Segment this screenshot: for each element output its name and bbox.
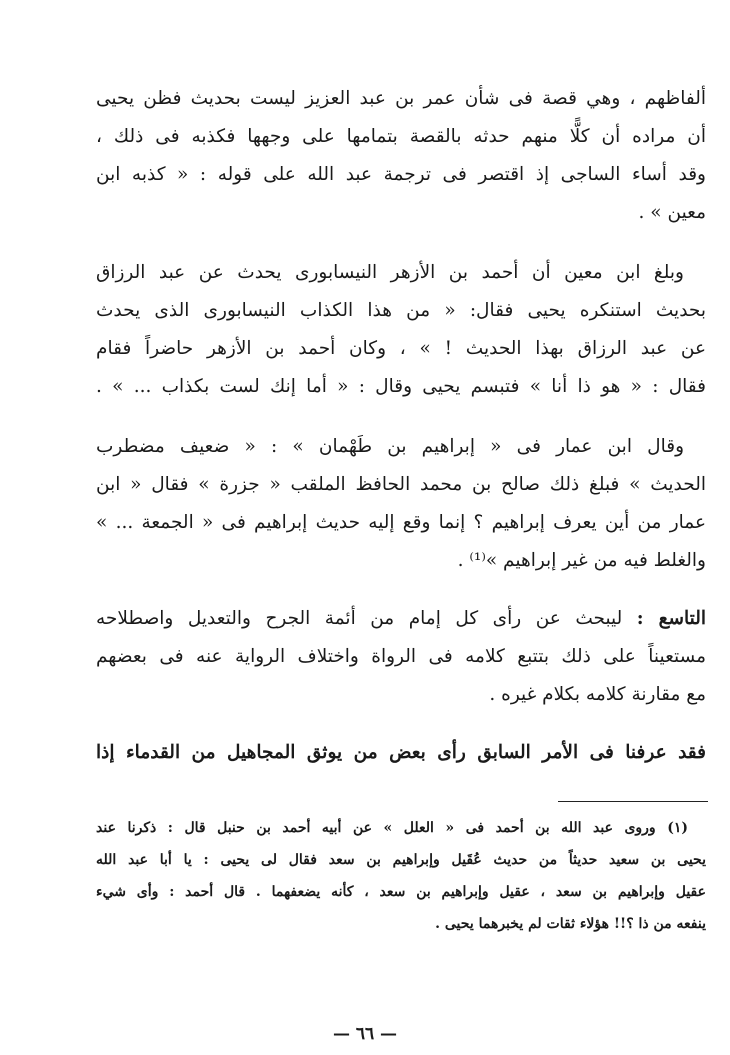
paragraph-4 bbox=[96, 600, 706, 714]
page-number: — ٦٦ — bbox=[332, 1024, 398, 1044]
footnote-line: (١) وروى عبد الله بن أحمد فى « العلل » عن أبيه أحمد بن حنبل قال : ذكرنا عند bbox=[96, 820, 688, 836]
text-line: ألفاظهم ، وهي قصة فى شأن عمر بن عبد العزيز ليست بحديث فظن يحيى bbox=[96, 88, 706, 109]
section-heading: التاسع : bbox=[636, 608, 706, 629]
text-line: وقال ابن عمار فى « إبراهيم بن طَهْمان » : « ضعيف مضطرب bbox=[96, 436, 684, 457]
footnote bbox=[96, 812, 706, 940]
text-segment: ليبحث عن رأى كل إمام من أئمة الجرح والتعديل واصطلاحه bbox=[96, 608, 623, 629]
text-line: والغلط فيه من غير إبراهيم »⁽¹⁾ . bbox=[457, 550, 706, 571]
text-line: مع مقارنة كلامه بكلام غيره . bbox=[489, 684, 706, 705]
footnote-line: يحيى بن سعيد حديثاً من حديث عُقَيل وإبراهيم بن سعد فقال لى يحيى : يا أبا عبد الله bbox=[96, 852, 706, 868]
text-line bbox=[96, 600, 706, 638]
text-line: أن مراده أن كلًّا منهم حدثه بالقصة بتمامها على وجهها فكذبه فى ذلك ، bbox=[96, 126, 706, 147]
text-line: وقد أساء الساجى إذ اقتصر فى ترجمة عبد الله على قوله : « كذبه ابن bbox=[96, 164, 706, 185]
text-line: معين » . bbox=[638, 202, 706, 223]
text-line: وبلغ ابن معين أن أحمد بن الأزهر النيسابورى يحدث عن عبد الرزاق bbox=[96, 262, 684, 283]
text-line: عن عبد الرزاق بهذا الحديث ! » ، وكان أحمد بن الأزهر حاضراً فقام bbox=[96, 338, 706, 359]
text-line: فقال : « هو ذا أنا » فتبسم يحيى وقال : « أما إنك لست بكذاب ... » . bbox=[96, 376, 706, 397]
text-line: بحديث استنكره يحيى فقال: « من هذا الكذاب النيسابورى الذى يحدث bbox=[96, 300, 706, 321]
paragraph-2 bbox=[96, 254, 706, 406]
paragraph-3 bbox=[96, 428, 706, 580]
paragraph-1 bbox=[96, 80, 706, 232]
text-line: الحديث » فبلغ ذلك صالح بن محمد الحافظ الملقب « جزرة » فقال « ابن bbox=[96, 474, 706, 495]
paragraph-5 bbox=[96, 734, 706, 772]
footnote-line: عقيل وإبراهيم بن سعد ، عقيل وإبراهيم بن سعد ، كأنه يضعفهما . قال أحمد : وأى شيء bbox=[96, 884, 706, 900]
text-line: عمار من أين يعرف إبراهيم ؟ إنما وقع إليه حديث إبراهيم فى « الجمعة ... » bbox=[96, 512, 706, 533]
text-line: فقد عرفنا فى الأمر السابق رأى بعض من يوثق المجاهيل من القدماء إذا bbox=[96, 742, 706, 763]
text-line: مستعيناً على ذلك بتتبع كلامه فى الرواة واختلاف الرواية عنه فى بعضهم bbox=[96, 646, 706, 667]
footnote-line: ينفعه من ذا ؟!! هؤلاء ثقات لم يخبرهما يحيى . bbox=[435, 916, 706, 932]
footnote-separator bbox=[558, 801, 708, 802]
